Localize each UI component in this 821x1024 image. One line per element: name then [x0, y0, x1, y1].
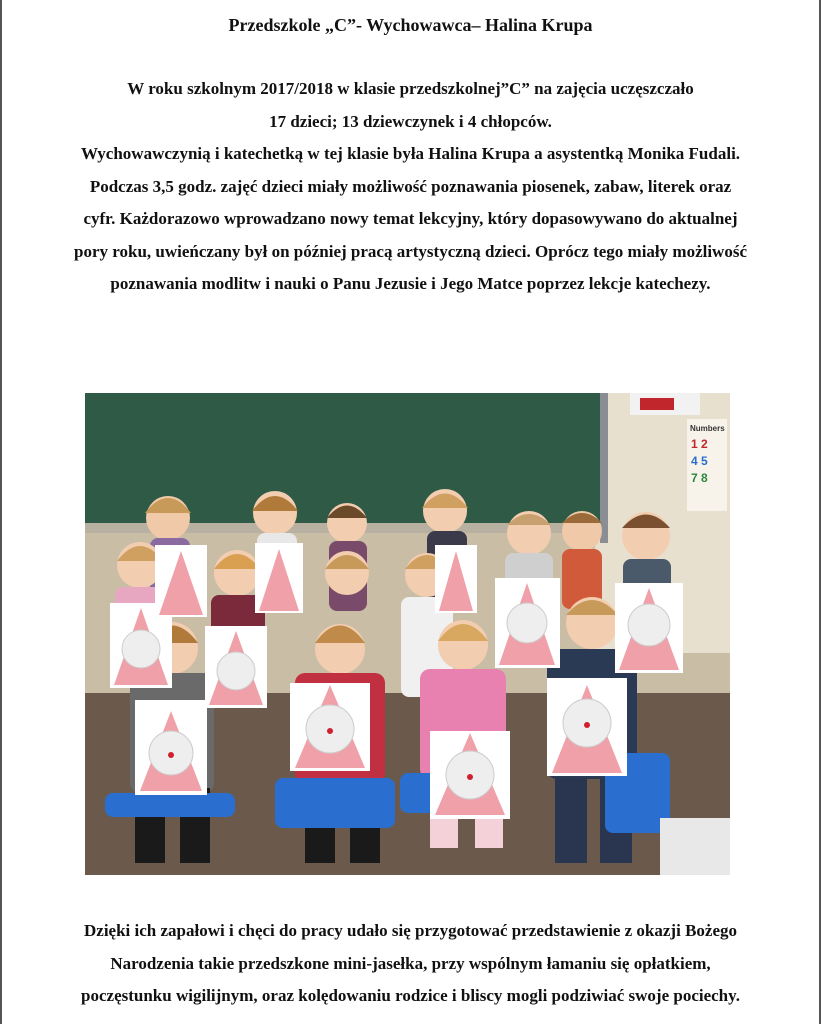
intro-line: Wychowawczynią i katechetką w tej klasie była Halina Krupa a asystentką Monika Fudali. — [80, 144, 741, 163]
svg-text:7 8: 7 8 — [691, 471, 708, 485]
closing-line: Narodzenia takie przedszkone mini-jasełka, przy wspólnym łamaniu się opłatkiem, — [110, 953, 711, 973]
intro-line: pory roku, uwieńczany był on później pracą artystyczną dzieci. Oprócz tego miały możliwość — [74, 241, 747, 261]
intro-line: Podczas 3,5 godz. zajęć dzieci miały możliwość poznawania piosenek, zabaw, literek oraz — [89, 176, 732, 196]
closing-paragraph — [14, 915, 807, 1013]
closing-line: poczęstunku wigilijnym, oraz kolędowaniu rodzice i bliscy mogli podziwiać swoje pociechy. — [81, 986, 740, 1005]
poster-label: Numbers — [690, 424, 725, 433]
intro-line: 17 dzieci; 13 dziewczynek i 4 chłopców. — [269, 111, 552, 131]
intro-line: W roku szkolnym 2017/2018 w klasie przedszkolnej”C” na zajęcia uczęszczało — [127, 79, 694, 98]
page-border-left — [0, 0, 2, 1024]
intro-paragraph — [14, 73, 807, 301]
class-group-photo — [85, 393, 730, 875]
page-title: Przedszkole „C”- Wychowawca– Halina Krupa — [228, 15, 593, 35]
svg-text:4 5: 4 5 — [691, 454, 708, 468]
svg-text:1 2: 1 2 — [691, 437, 708, 451]
closing-line: Dzięki ich zapałowi i chęci do pracy udało się przygotować przedstawienie z okazji Bożego — [84, 921, 737, 940]
intro-line: cyfr. Każdorazowo wprowadzano nowy temat lekcyjny, który dopasowywano do aktualnej — [83, 209, 738, 228]
intro-line: poznawania modlitw i nauki o Panu Jezusie i Jego Matce poprzez lekcje katechezy. — [110, 274, 711, 293]
